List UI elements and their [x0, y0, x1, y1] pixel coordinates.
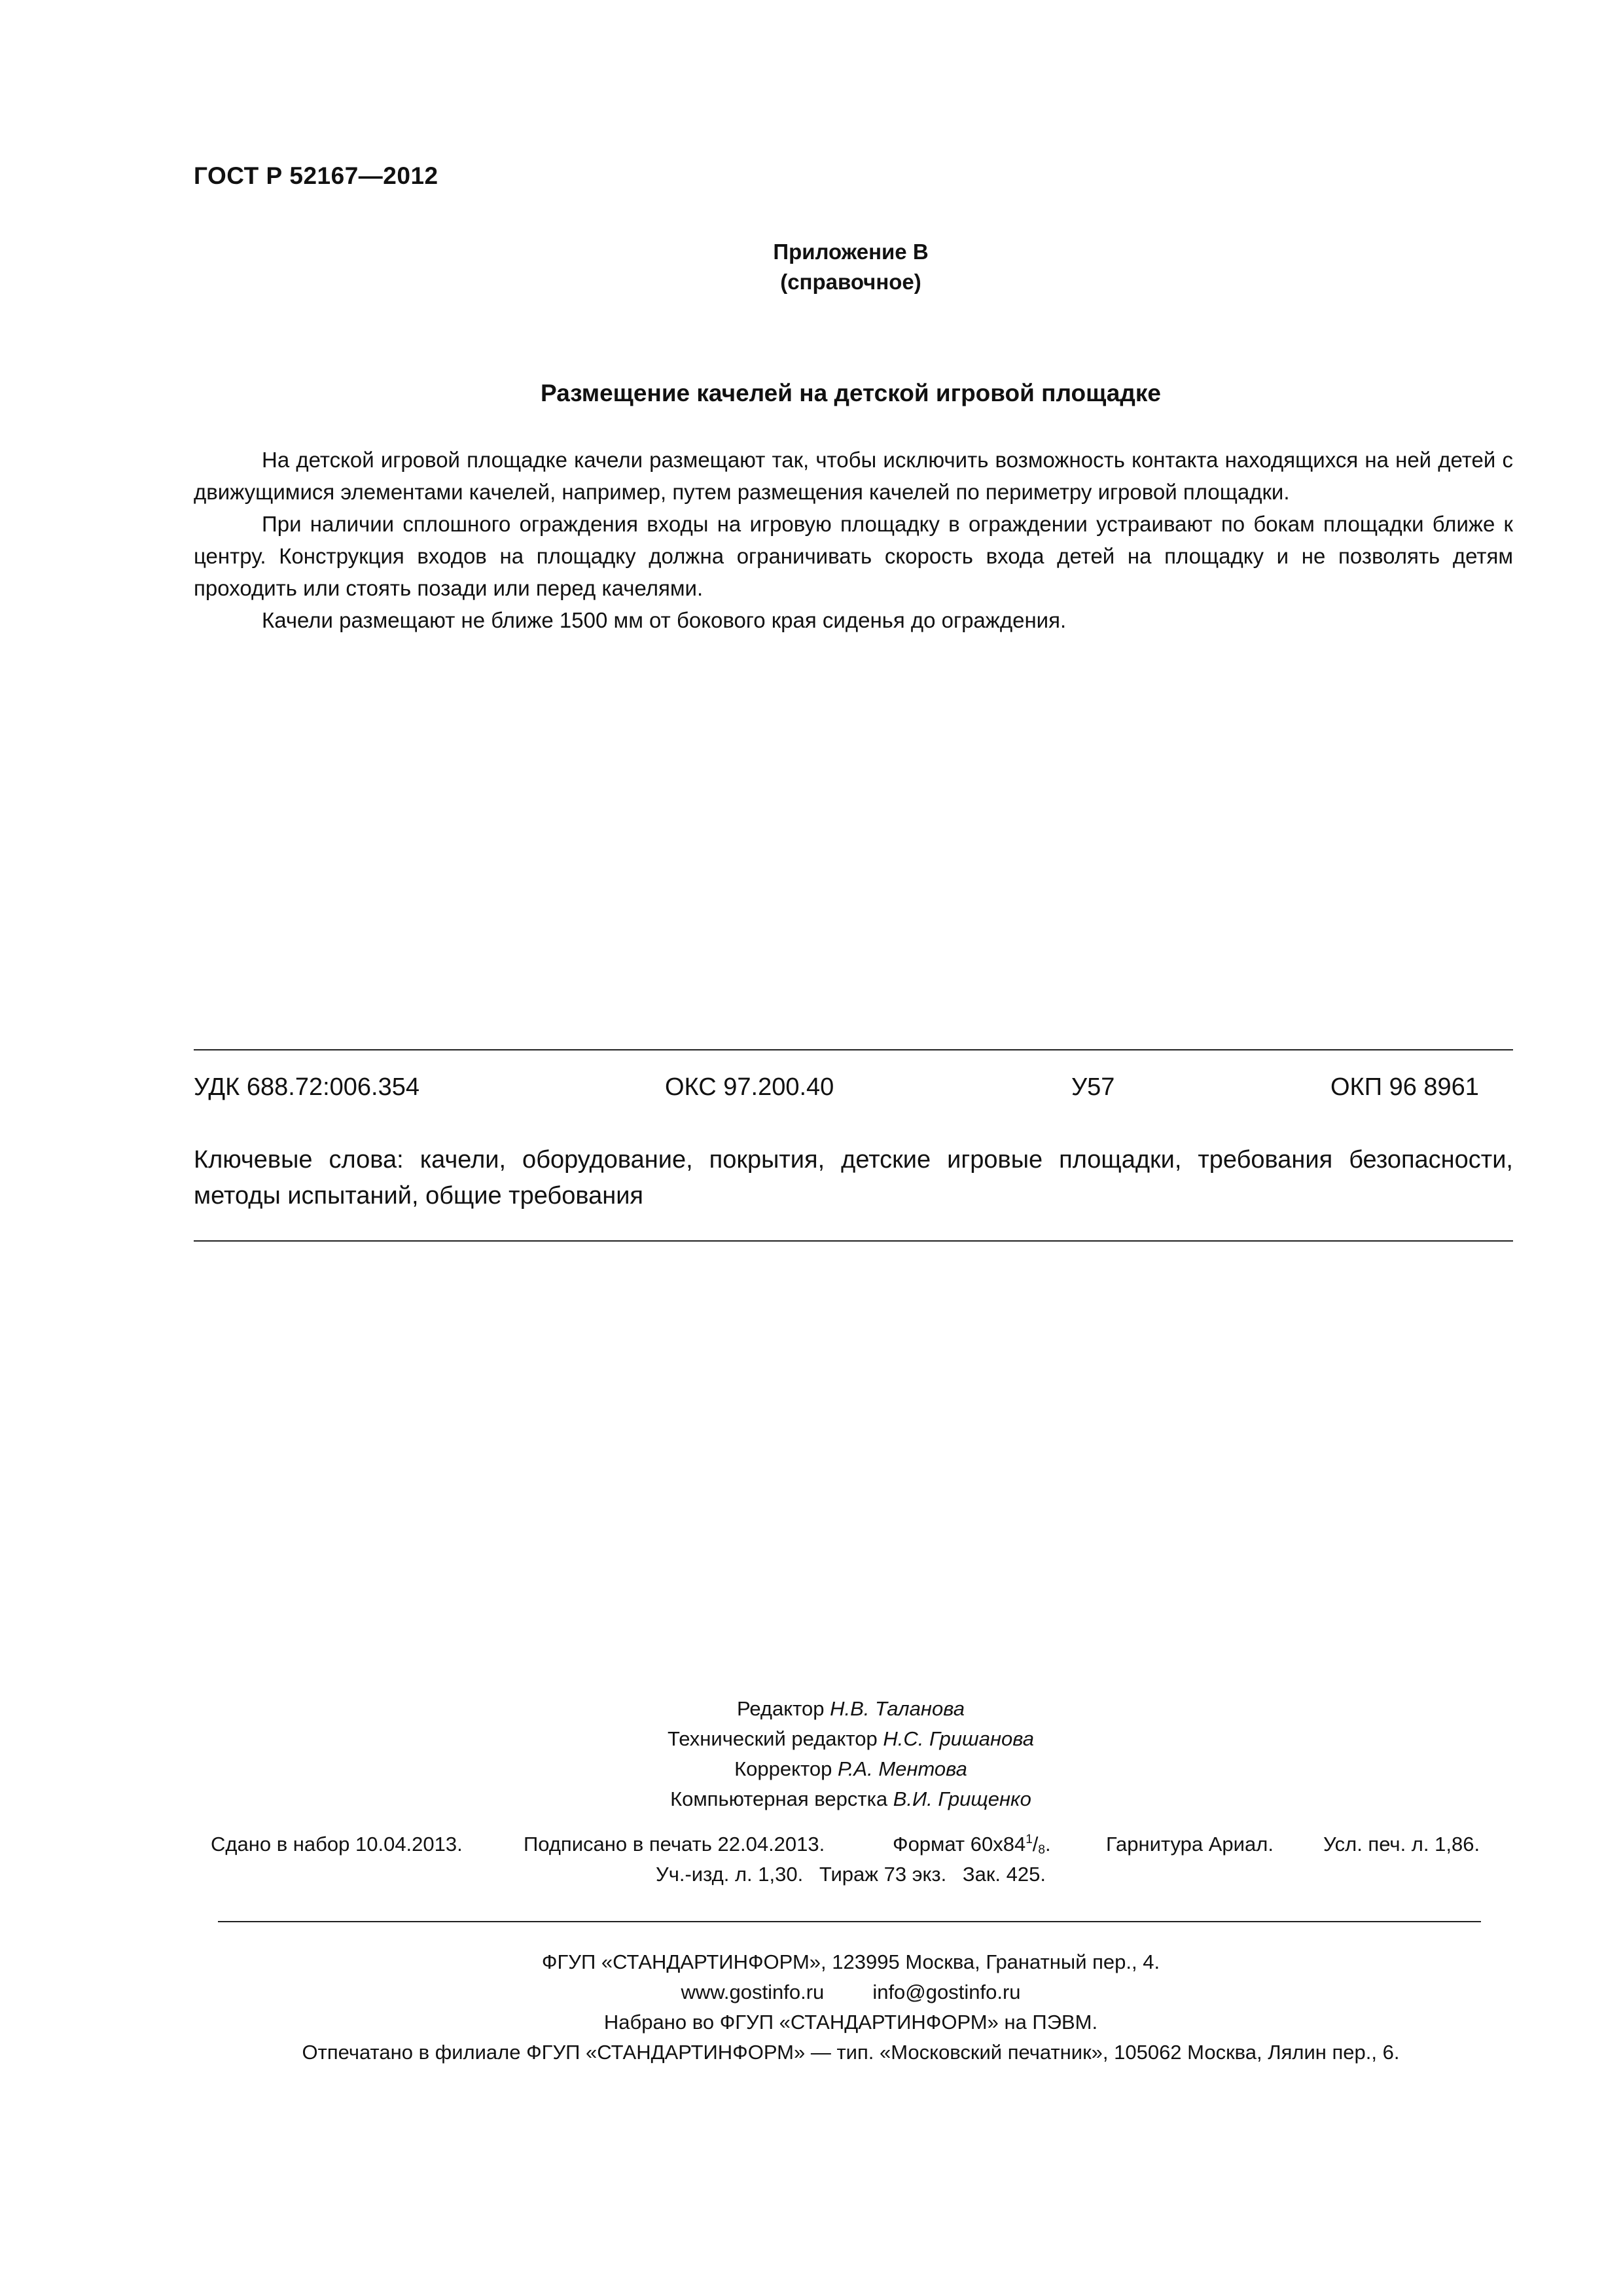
credit-name: Р.А. Ментова [837, 1757, 967, 1780]
body-paragraph: При наличии сплошного ограждения входы на игровую площадку в ограждении устраивают по бокам площадки ближе к центру. Конструкция входов на площадку должна ограничивать скорость входа детей на площадку и не позволять детям проходить или стоять позади или перед качелями. [194, 512, 1513, 600]
appendix-heading [0, 237, 1623, 297]
oks-code: ОКС 97.200.40 [665, 1073, 834, 1101]
standard-number: ГОСТ Р 52167—2012 [194, 162, 438, 189]
imprint-format [893, 1833, 1051, 1857]
format-numerator: 1 [1026, 1833, 1033, 1846]
credit-name: Н.В. Таланова [830, 1697, 965, 1720]
credit-line [0, 1724, 1623, 1754]
appendix-kind: (справочное) [780, 270, 921, 294]
credit-role: Редактор [737, 1697, 825, 1720]
publisher-block [0, 1947, 1623, 2068]
credit-line [0, 1754, 1623, 1784]
okp-code: ОКП 96 8961 [1330, 1073, 1479, 1101]
appendix-body [194, 444, 1513, 636]
credit-line [0, 1694, 1623, 1724]
publisher-contacts [0, 1977, 1623, 2007]
credit-role: Технический редактор [668, 1727, 878, 1750]
imprint-publisher-sheets: Уч.-изд. л. 1,30. [656, 1863, 804, 1886]
imprint-order: Зак. 425. [962, 1863, 1046, 1886]
imprint-print-run: Тираж 73 экз. [819, 1863, 947, 1886]
udk-code: УДК 688.72:006.354 [194, 1073, 420, 1101]
keywords: Ключевые слова: качели, оборудование, покрытия, детские игровые площадки, требования безопасности, методы испытаний, общие требования [194, 1146, 1513, 1210]
imprint-signed: Подписано в печать 22.04.2013. [524, 1833, 825, 1856]
divider-middle [194, 1240, 1513, 1242]
group-code: У57 [1071, 1073, 1115, 1101]
body-paragraph: На детской игровой площадке качели размещают так, чтобы исключить возможность контакта находящихся на ней детей с движущимися элементами качелей, например, путем размещения качелей по периметру игровой площадки. [194, 448, 1513, 504]
credits [0, 1694, 1623, 1814]
credit-role: Корректор [734, 1757, 832, 1780]
format-suffix: . [1044, 1833, 1051, 1856]
imprint-printed-sheets: Усл. печ. л. 1,86. [1323, 1833, 1480, 1856]
imprint-typeface: Гарнитура Ариал. [1106, 1833, 1274, 1856]
imprint-second-line [0, 1863, 1623, 1886]
publisher-website: www.gostinfo.ru [681, 1981, 825, 2003]
credit-name: Н.С. Гришанова [883, 1727, 1034, 1750]
credit-line [0, 1784, 1623, 1814]
format-slash: / [1032, 1833, 1039, 1856]
body-paragraph: Качели размещают не ближе 1500 мм от бокового края сиденья до ограждения. [262, 608, 1067, 632]
imprint-submitted: Сдано в набор 10.04.2013. [211, 1833, 463, 1856]
credit-role: Компьютерная верстка [670, 1787, 888, 1810]
publisher-address: ФГУП «СТАНДАРТИНФОРМ», 123995 Москва, Гранатный пер., 4. [541, 1950, 1160, 1973]
divider-top [194, 1049, 1513, 1050]
credit-name: В.И. Грищенко [893, 1787, 1031, 1810]
publisher-email: info@gostinfo.ru [872, 1981, 1021, 2003]
format-denominator: 8 [1038, 1843, 1045, 1857]
publisher-printed: Отпечатано в филиале ФГУП «СТАНДАРТИНФОРМ» — тип. «Московский печатник», 105062 Москва, Лялин пер., 6. [302, 2041, 1400, 2064]
publisher-typeset: Набрано во ФГУП «СТАНДАРТИНФОРМ» на ПЭВМ. [603, 2011, 1098, 2034]
format-prefix: Формат 60х84 [893, 1833, 1026, 1856]
appendix-label: Приложение В [773, 240, 929, 264]
appendix-title: Размещение качелей на детской игровой площадке [541, 380, 1161, 406]
divider-bottom [218, 1921, 1481, 1922]
